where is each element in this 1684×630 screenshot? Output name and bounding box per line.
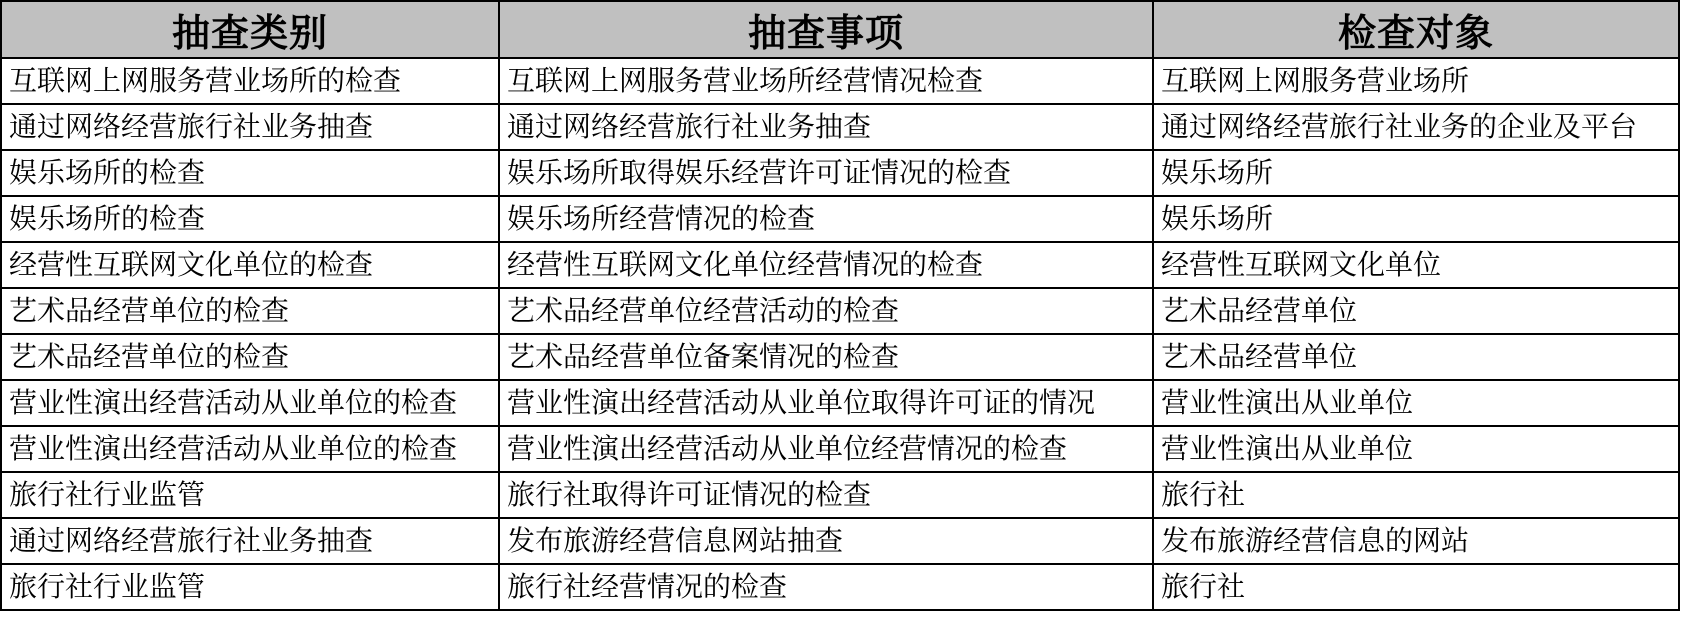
cell-category: 营业性演出经营活动从业单位的检查 xyxy=(1,380,499,426)
table-row xyxy=(1,104,1679,150)
table-row xyxy=(1,334,1679,380)
cell-target: 艺术品经营单位 xyxy=(1153,334,1679,380)
table-row xyxy=(1,518,1679,564)
cell-item: 娱乐场所取得娱乐经营许可证情况的检查 xyxy=(499,150,1153,196)
cell-category: 通过网络经营旅行社业务抽查 xyxy=(1,104,499,150)
cell-item: 通过网络经营旅行社业务抽查 xyxy=(499,104,1153,150)
cell-target: 艺术品经营单位 xyxy=(1153,288,1679,334)
table-row xyxy=(1,426,1679,472)
cell-item: 旅行社经营情况的检查 xyxy=(499,564,1153,610)
table-row xyxy=(1,288,1679,334)
cell-target: 旅行社 xyxy=(1153,472,1679,518)
cell-item: 营业性演出经营活动从业单位经营情况的检查 xyxy=(499,426,1153,472)
cell-item: 旅行社取得许可证情况的检查 xyxy=(499,472,1153,518)
table-row xyxy=(1,196,1679,242)
cell-category: 艺术品经营单位的检查 xyxy=(1,334,499,380)
cell-item: 娱乐场所经营情况的检查 xyxy=(499,196,1153,242)
cell-target: 经营性互联网文化单位 xyxy=(1153,242,1679,288)
column-header-target: 检查对象 xyxy=(1153,1,1679,58)
header-row xyxy=(1,1,1679,58)
cell-category: 娱乐场所的检查 xyxy=(1,150,499,196)
column-header-item: 抽查事项 xyxy=(499,1,1153,58)
table-row xyxy=(1,150,1679,196)
cell-category: 旅行社行业监管 xyxy=(1,472,499,518)
table-body xyxy=(1,58,1679,610)
cell-category: 经营性互联网文化单位的检查 xyxy=(1,242,499,288)
cell-category: 旅行社行业监管 xyxy=(1,564,499,610)
cell-item: 艺术品经营单位经营活动的检查 xyxy=(499,288,1153,334)
cell-item: 艺术品经营单位备案情况的检查 xyxy=(499,334,1153,380)
table-row xyxy=(1,242,1679,288)
cell-category: 通过网络经营旅行社业务抽查 xyxy=(1,518,499,564)
cell-target: 互联网上网服务营业场所 xyxy=(1153,58,1679,104)
cell-item: 互联网上网服务营业场所经营情况检查 xyxy=(499,58,1153,104)
column-header-category: 抽查类别 xyxy=(1,1,499,58)
cell-item: 营业性演出经营活动从业单位取得许可证的情况 xyxy=(499,380,1153,426)
cell-target: 通过网络经营旅行社业务的企业及平台 xyxy=(1153,104,1679,150)
cell-target: 营业性演出从业单位 xyxy=(1153,426,1679,472)
table-row xyxy=(1,58,1679,104)
cell-category: 互联网上网服务营业场所的检查 xyxy=(1,58,499,104)
cell-target: 发布旅游经营信息的网站 xyxy=(1153,518,1679,564)
table-row xyxy=(1,564,1679,610)
cell-target: 娱乐场所 xyxy=(1153,150,1679,196)
cell-target: 娱乐场所 xyxy=(1153,196,1679,242)
table-row xyxy=(1,380,1679,426)
cell-category: 娱乐场所的检查 xyxy=(1,196,499,242)
cell-category: 艺术品经营单位的检查 xyxy=(1,288,499,334)
cell-item: 经营性互联网文化单位经营情况的检查 xyxy=(499,242,1153,288)
cell-target: 旅行社 xyxy=(1153,564,1679,610)
cell-category: 营业性演出经营活动从业单位的检查 xyxy=(1,426,499,472)
cell-item: 发布旅游经营信息网站抽查 xyxy=(499,518,1153,564)
cell-target: 营业性演出从业单位 xyxy=(1153,380,1679,426)
table-row xyxy=(1,472,1679,518)
